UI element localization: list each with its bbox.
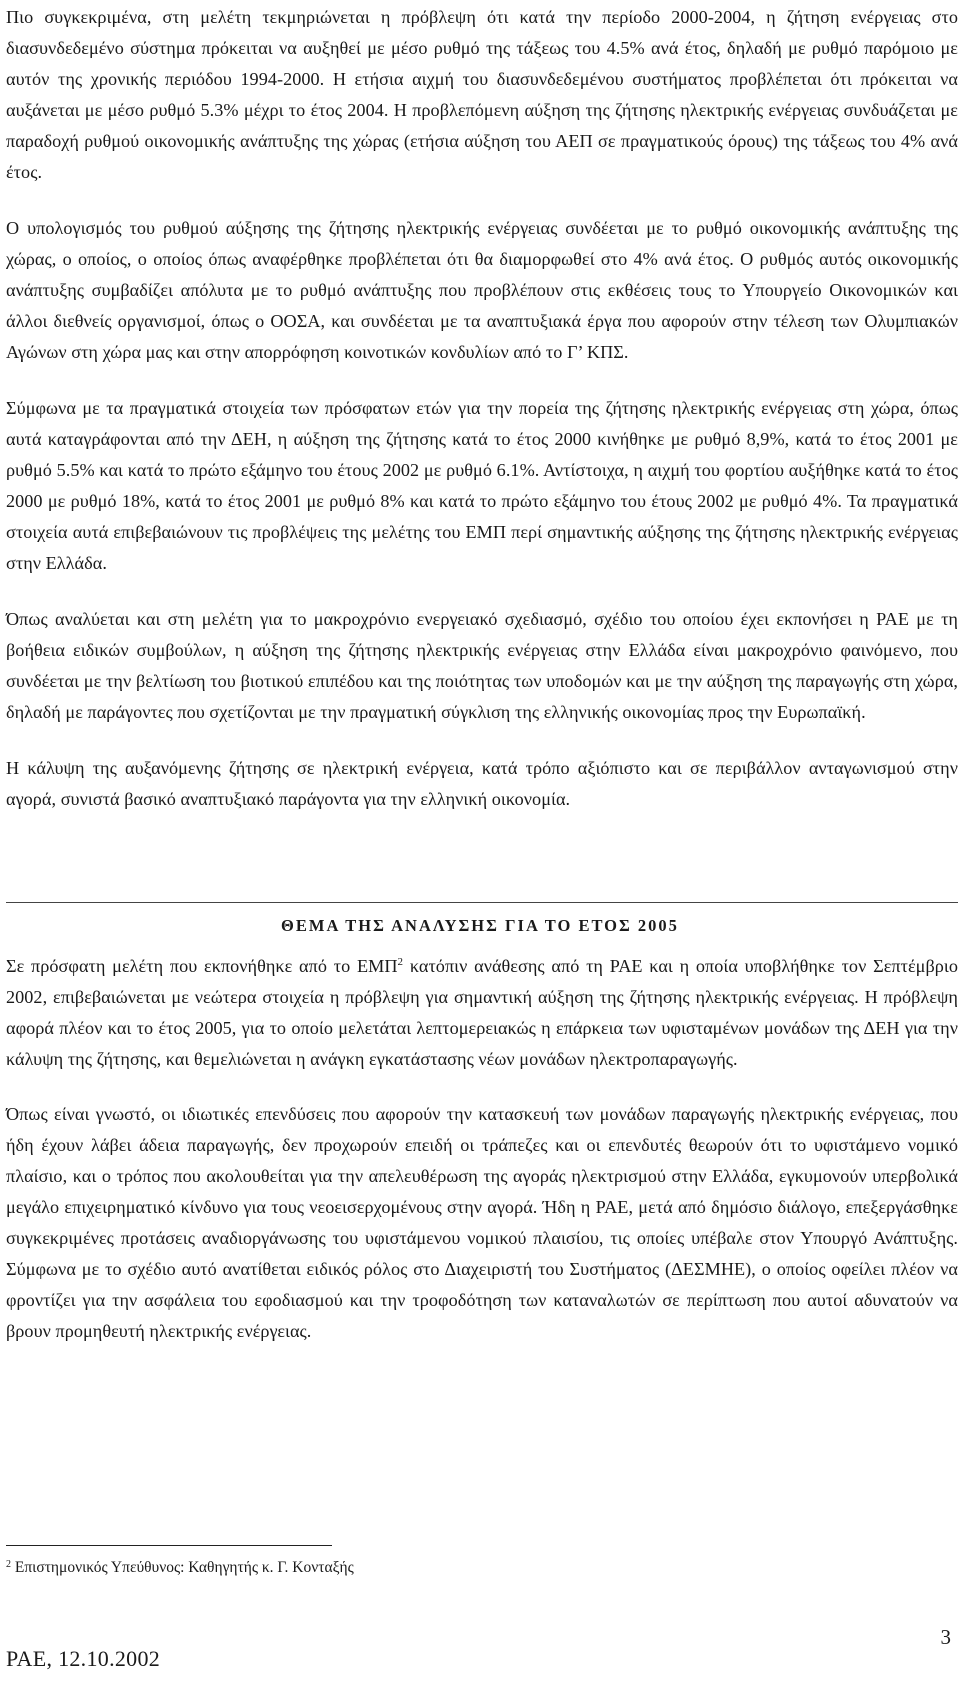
footnote-text: Επιστημονικός Υπεύθυνος: Καθηγητής κ. Γ. Κονταξής [11, 1559, 354, 1576]
paragraph-long-term-planning: Όπως αναλύεται και στη μελέτη για το μακροχρόνιο ενεργειακό σχεδιασμό, σχέδιο του οποίου έχει εκπονήσει η ΡΑΕ με τη βοήθεια ειδικών συμβούλων, η αύξηση της ζήτησης ηλεκτρικής ενέργειας στην Ελλάδα είναι μακροχρόνιο φαινόμενο, που συνδέεται με την βελτίωση του βιοτικού επιπέδου και της ποιότητας των υποδομών και με την αύξηση της παραγωγής στη χώρα, δηλαδή με παράγοντες που σχετίζονται με την πραγματική σύγκλιση της ελληνικής οικονομίας προς την Ευρωπαϊκή. [6, 609, 958, 722]
footnote-reference[interactable]: 2 [397, 956, 404, 968]
paragraph-growth-rate: Ο υπολογισμός του ρυθμού αύξησης της ζήτησης ηλεκτρικής ενέργειας συνδέεται με το ρυθμό οικονομικής ανάπτυξης της χώρας, ο οποίος, ο οποίος όπως αναφέρθηκε προβλέπεται ότι θα διαμορφωθεί στο 4% ανά έτος. Ο ρυθμός αυτός οικονομικής ανάπτυξης συμβαδίζει απόλυτα με το ρυθμό ανάπτυξης που προβλέπουν στις εκθέσεις τους το Υπουργείο Οικονομικών και άλλοι διεθνείς οργανισμοί, όπως ο ΟΟΣΑ, και συνδέεται με τα αναπτυξιακά έργα που αφορούν στην τέλεση των Ολυμπιακών Αγώνων στη χώρα μας και στην απορρόφηση κοινοτικών κονδυλίων από το Γ’ ΚΠΣ. [6, 218, 958, 362]
paragraph-recent-study [6, 951, 958, 1075]
footnote-separator [6, 1545, 332, 1546]
paragraph-demand-forecast: Πιο συγκεκριμένα, στη μελέτη τεκμηριώνεται η πρόβλεψη ότι κατά την περίοδο 2000-2004, η ζήτηση ενέργειας στο διασυνδεδεμένο σύστημα πρόκειται να αυξηθεί με μέσο ρυθμό της τάξεως του 4.5% ανά έτος, δηλαδή με ρυθμό παρόμοιο με αυτόν της χρονικής περιόδου 1994-2000. Η ετήσια αιχμή του διασυνδεδεμένου συστήματος προβλέπεται ότι πρόκειται να αυξάνεται με μέσο ρυθμό 5.3% μέχρι το έτος 2004. Η προβλεπόμενη αύξηση της ζήτησης ηλεκτρικής ενέργειας συνδυάζεται με παραδοχή ρυθμού οικονομικής ανάπτυξης της χώρας (ετήσια αύξηση του ΑΕΠ σε πραγματικούς όρους) της τάξεως του 4% ανά έτος. [6, 7, 958, 182]
paragraph-private-investment: Όπως είναι γνωστό, οι ιδιωτικές επενδύσεις που αφορούν την κατασκευή των μονάδων παραγωγής ηλεκτρικής ενέργειας, που ήδη έχουν λάβει άδεια παραγωγής, δεν προχωρούν επειδή οι τράπεζες και οι επενδυτές θεωρούν ότι το υφιστάμενο νομικό πλαίσιο, και ο τρόπος που ακολουθείται για την απελευθέρωση της αγοράς ηλεκτρισμού στην Ελλάδα, εγκυμονούν υπερβολικά μεγάλο επιχειρηματικό κίνδυνο για τους νεοεισερχομένους στην αγορά. Ήδη η ΡΑΕ, μετά από δημόσιο διάλογο, επεξεργάσθηκε συγκεκριμένες προτάσεις αναδιοργάνωσης του υφιστάμενου νομικού πλαισίου, τις οποίες υπέβαλε στον Υπουργό Ανάπτυξης. Σύμφωνα με το σχέδιο αυτό ανατίθεται ειδικός ρόλος στο Διαχειριστή του Συστήματος (ΔΕΣΜΗΕ), ο οποίος οφείλει πλέον να φροντίζει για την ασφάλεια του εφοδιασμού και την τροφοδότηση των καταναλωτών σε περίπτωση που αυτοί αδυνατούν να βρουν προμηθευτή ηλεκτρικής ενέργειας. [6, 1104, 958, 1341]
footer-date: ΡΑΕ, 12.10.2002 [6, 1646, 161, 1671]
footnote [6, 1558, 354, 1578]
section-divider [6, 902, 958, 903]
section-heading: ΘΕΜΑ ΤΗΣ ΑΝΑΛΥΣΗΣ ΓΙΑ ΤΟ ΕΤΟΣ 2005 [281, 916, 679, 935]
paragraph-actual-data: Σύμφωνα με τα πραγματικά στοιχεία των πρόσφατων ετών για την πορεία της ζήτησης ηλεκτρικής ενέργειας στη χώρα, όπως αυτά καταγράφονται από την ΔΕΗ, η αύξηση της ζήτησης κατά το έτος 2000 κινήθηκε με ρυθμό 8,9%, κατά το έτος 2001 με ρυθμό 5.5% και κατά το πρώτο εξάμηνο του έτους 2002 με ρυθμό 6.1%. Αντίστοιχα, η αιχμή του φορτίου αυξήθηκε κατά το έτος 2000 με ρυθμό 18%, κατά το έτος 2001 με ρυθμό 8% και κατά το πρώτο εξάμηνο του έτους 2002 με ρυθμό 4%. Τα πραγματικά στοιχεία αυτά επιβεβαιώνουν τις προβλέψεις της μελέτης του ΕΜΠ περί σημαντικής αύξησης της ζήτησης ηλεκτρικής ενέργειας στην Ελλάδα. [6, 398, 958, 573]
paragraph-coverage: Η κάλυψη της αυξανόμενης ζήτησης σε ηλεκτρική ενέργεια, κατά τρόπο αξιόπιστο και σε περιβάλλον ανταγωνισμού στην αγορά, συνιστά βασικό αναπτυξιακό παράγοντα για την ελληνική οικονομία. [6, 758, 958, 809]
recent-study-text-start: Σε πρόσφατη μελέτη που εκπονήθηκε από το ΕΜΠ [6, 956, 398, 976]
recent-study-text-end: κατόπιν ανάθεσης από τη ΡΑΕ και η οποία υποβλήθηκε τον Σεπτέμβριο 2002, επιβεβαιώνεται με νεώτερα στοιχεία η πρόβλεψη για σημαντική αύξηση της ζήτησης ηλεκτρικής ενέργειας. Η πρόβλεψη αφορά πλέον και το έτος 2005, για το οποίο μελετάται λεπτομερειακώς η επάρκεια των υφισταμένων μονάδων της ΔΕΗ για την κάλυψη της ζήτησης, και θεμελιώνεται η ανάγκη εγκατάστασης νέων μονάδων ηλεκτροπαραγωγής. [6, 956, 958, 1069]
page-number: 3 [940, 1625, 951, 1649]
footnote-mark: 2 [6, 1559, 11, 1570]
section-body [6, 951, 958, 1372]
document-body [6, 2, 958, 840]
